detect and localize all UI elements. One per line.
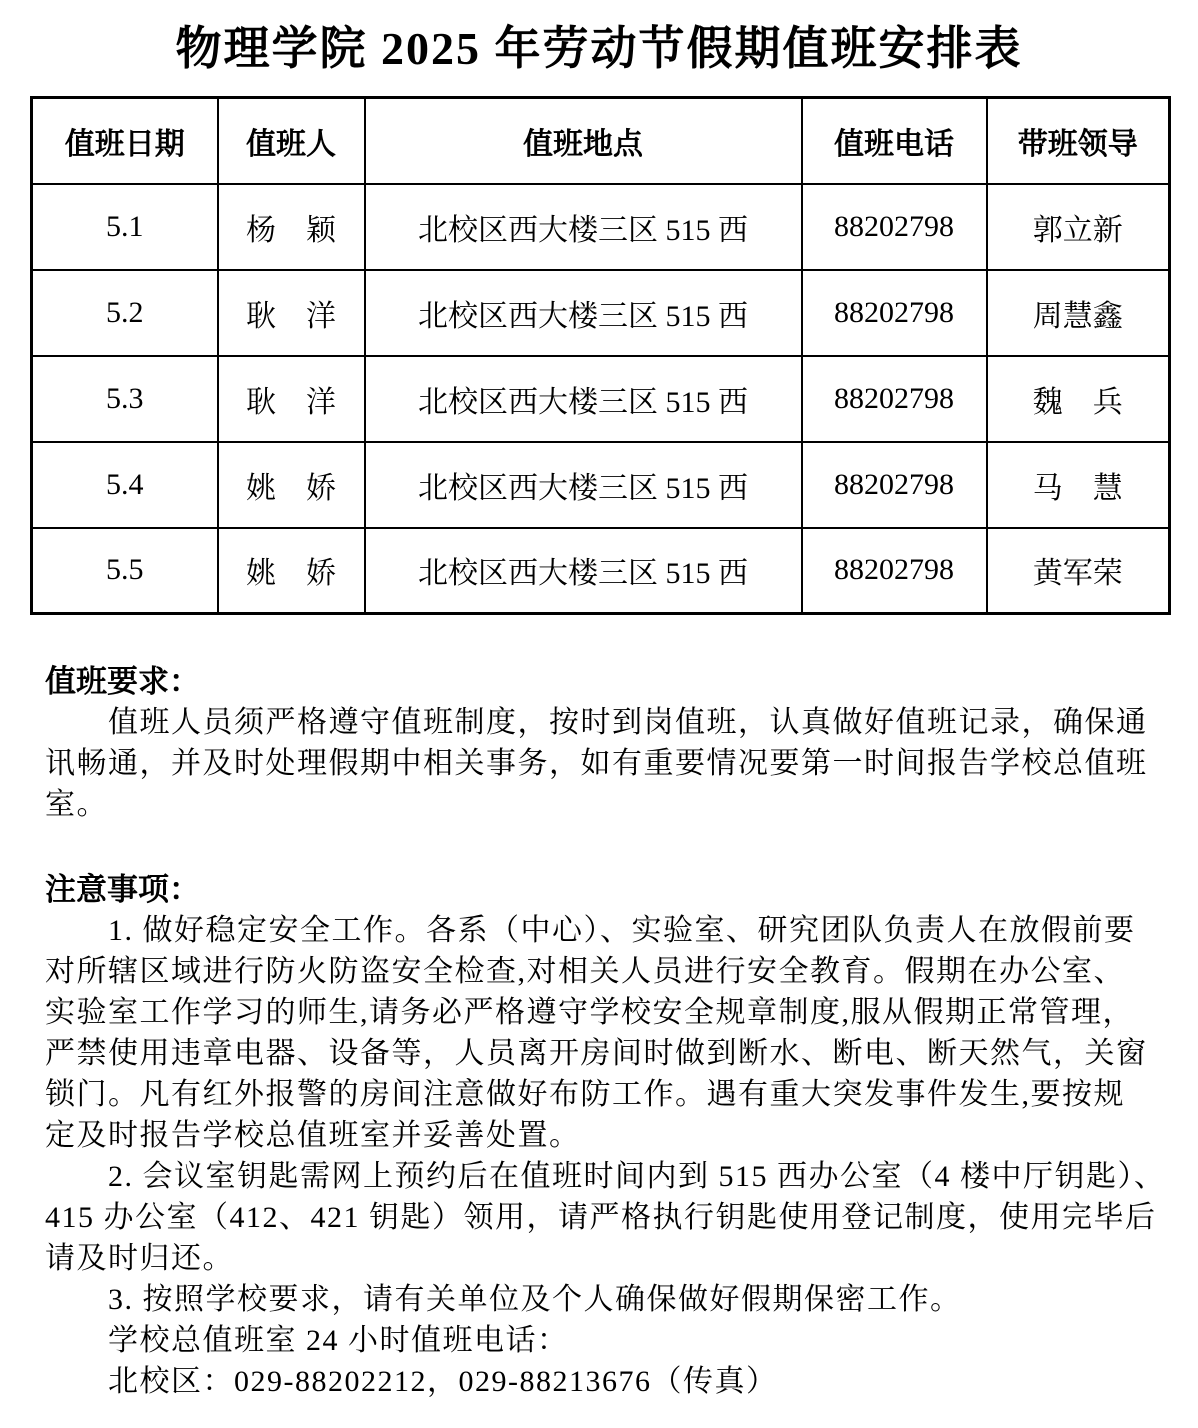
section-heading: 注意事项： [45,872,200,907]
table-header-row [32,98,1170,184]
table-row [32,528,1170,614]
table-cell: 5.1 [32,184,218,270]
section-requirements [45,661,1153,825]
table-cell: 北校区西大楼三区 515 西 [365,528,802,614]
text-line: 1. 做好稳定安全工作。各系（中心）、实验室、研究团队负责人在放假前要 [45,914,1136,947]
section-heading: 值班要求： [45,664,200,699]
column-header-0: 值班日期 [32,98,218,184]
text-line: 室。 [45,788,108,821]
table-cell: 88202798 [802,528,987,614]
text-line: 严禁使用违章电器、设备等，人员离开房间时做到断水、断电、断天然气，关窗 [45,1037,1148,1070]
text-line: 锁门。凡有红外报警的房间注意做好布防工作。遇有重大突发事件发生,要按规 [45,1078,1125,1111]
text-line: 2. 会议室钥匙需网上预约后在值班时间内到 515 西办公室（4 楼中厅钥匙）、 [45,1160,1166,1193]
text-line: 学校总值班室 24 小时值班电话： [45,1324,569,1357]
table-cell: 黄军荣 [987,528,1170,614]
table-cell: 姚 娇 [218,528,365,614]
table-cell: 北校区西大楼三区 515 西 [365,184,802,270]
table-cell: 北校区西大楼三区 515 西 [365,270,802,356]
table-cell: 魏 兵 [987,356,1170,442]
table-cell: 88202798 [802,184,987,270]
table-cell: 周慧鑫 [987,270,1170,356]
table-cell: 5.2 [32,270,218,356]
table-cell: 马 慧 [987,442,1170,528]
column-header-2: 值班地点 [365,98,802,184]
table-row [32,356,1170,442]
text-line: 实验室工作学习的师生,请务必严格遵守学校安全规章制度,服从假期正常管理， [45,996,1134,1029]
page-title: 物理学院 2025 年劳动节假期值班安排表 [175,23,1023,74]
column-header-1: 值班人 [218,98,365,184]
text-line: 北校区：029-88202212，029-88213676（传真） [45,1365,778,1398]
table-cell: 杨 颖 [218,184,365,270]
table-cell: 5.3 [32,356,218,442]
table-cell: 5.4 [32,442,218,528]
text-line: 值班人员须严格遵守值班制度，按时到岗值班，认真做好值班记录，确保通 [45,706,1148,739]
body-text [45,661,1166,1402]
table-row [32,442,1170,528]
table-cell: 北校区西大楼三区 515 西 [365,356,802,442]
table-cell: 耿 洋 [218,356,365,442]
table-cell: 5.5 [32,528,218,614]
table-row [32,184,1170,270]
text-line: 请及时归还。 [45,1242,234,1275]
column-header-3: 值班电话 [802,98,987,184]
table-cell: 耿 洋 [218,270,365,356]
table-cell: 姚 娇 [218,442,365,528]
text-line: 415 办公室（412、421 钥匙）领用，请严格执行钥匙使用登记制度，使用完毕后 [45,1201,1157,1234]
table-cell: 88202798 [802,442,987,528]
text-line: 对所辖区域进行防火防盗安全检查,对相关人员进行安全教育。假期在办公室、 [45,955,1125,988]
column-header-4: 带班领导 [987,98,1170,184]
section-notes [45,869,1166,1402]
text-line: 3. 按照学校要求，请有关单位及个人确保做好假期保密工作。 [45,1283,962,1316]
text-line: 定及时报告学校总值班室并妥善处置。 [45,1119,581,1152]
table-cell: 北校区西大楼三区 515 西 [365,442,802,528]
table-row [32,270,1170,356]
table-cell: 88202798 [802,356,987,442]
table-cell: 88202798 [802,270,987,356]
text-line: 讯畅通，并及时处理假期中相关事务，如有重要情况要第一时间报告学校总值班 [45,747,1148,780]
table-cell: 郭立新 [987,184,1170,270]
duty-schedule-table [30,96,1171,615]
